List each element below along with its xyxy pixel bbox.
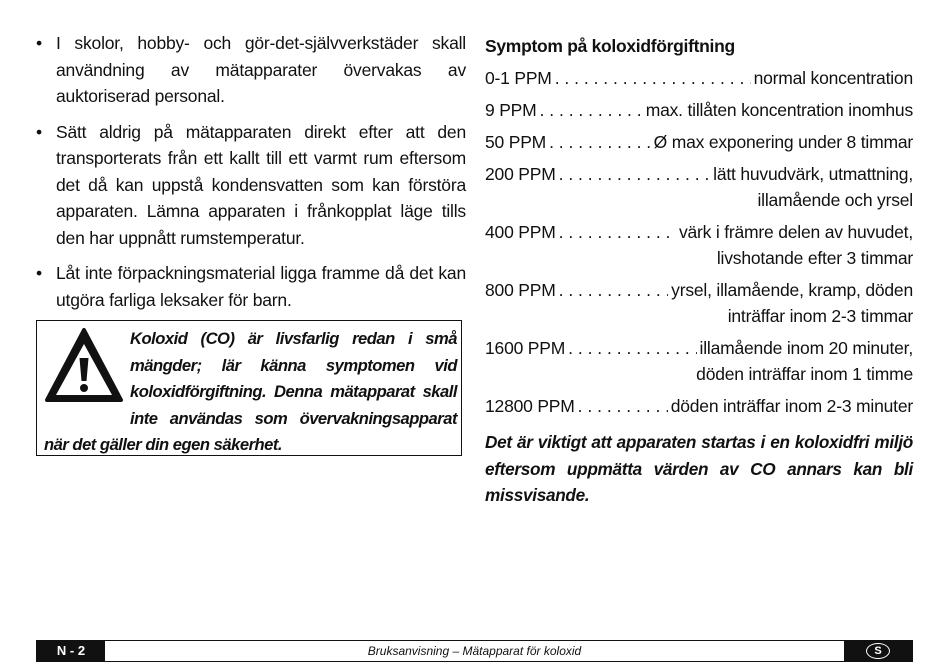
- left-column: [36, 30, 466, 322]
- ppm-level: 50 PPM: [485, 132, 547, 152]
- dot-leader: [578, 393, 668, 419]
- ppm-row: [485, 277, 913, 329]
- bullet-item: [36, 260, 466, 313]
- ppm-effect: max. tillåten koncentration inomhus: [645, 100, 913, 120]
- page-number: N - 2: [37, 641, 105, 661]
- bullet-item: [36, 119, 466, 252]
- ppm-effect: Ø max exponering under 8 timmar: [653, 132, 913, 152]
- bullet-dot: •: [36, 263, 42, 283]
- page-footer: [36, 640, 913, 662]
- ppm-row: [485, 65, 913, 91]
- ppm-level: 9 PPM: [485, 100, 537, 120]
- dot-leader: [555, 65, 751, 91]
- dot-leader: [559, 161, 711, 187]
- bullet-text: Sätt aldrig på mätapparaten direkt efter att den transporterats från ett kallt till ett varmt rum eftersom det då kan uppstå kondensvatten som kan förstöra apparaten. Lämna apparaten i frånkopplat läge tills den har uppnått rumstemperatur.: [56, 121, 466, 248]
- ppm-row: [485, 129, 913, 155]
- ppm-level: 0-1 PPM: [485, 68, 552, 88]
- dot-leader: [568, 335, 696, 361]
- language-tab: [844, 641, 912, 661]
- ppm-row: [485, 219, 913, 271]
- dot-leader: [559, 219, 676, 245]
- ppm-level: 200 PPM: [485, 164, 556, 184]
- ppm-level: 400 PPM: [485, 222, 556, 242]
- ppm-effect-continuation: livshotande efter 3 timmar: [716, 248, 913, 268]
- ppm-level: 800 PPM: [485, 280, 556, 300]
- bullet-text: I skolor, hobby- och gör-det-självverkstäder skall användning av mätapparater övervakas av auktoriserad personal.: [56, 33, 466, 106]
- symptoms-title: Symptom på koloxidförgiftning: [485, 36, 735, 56]
- ppm-effect-continuation: illamående och yrsel: [757, 190, 913, 210]
- ppm-row: [485, 335, 913, 387]
- footer-title: Bruksanvisning – Mätapparat för koloxid: [367, 644, 582, 658]
- ppm-row: [485, 161, 913, 213]
- right-column: [485, 30, 913, 509]
- warning-triangle-icon: [44, 326, 124, 404]
- bullet-item: [36, 30, 466, 110]
- ppm-effect-continuation: döden inträffar inom 1 timme: [696, 364, 913, 384]
- bullet-text: Låt inte förpackningsmaterial ligga framme då det kan utgöra farliga leksaker för barn.: [56, 263, 466, 310]
- ppm-effect: döden inträffar inom 2-3 minuter: [670, 396, 913, 416]
- ppm-effect: lätt huvudvärk, utmattning,: [713, 164, 913, 184]
- warning-box: [36, 320, 462, 456]
- dot-leader: [559, 277, 669, 303]
- ppm-effect: illamående inom 20 minuter,: [699, 338, 913, 358]
- startup-note: Det är viktigt att apparaten startas i en koloxidfri miljö eftersom uppmätta värden av CO annars kan bli missvisande.: [485, 432, 913, 505]
- ppm-level: 12800 PPM: [485, 396, 575, 416]
- ppm-level: 1600 PPM: [485, 338, 566, 358]
- ppm-row: [485, 393, 913, 419]
- ppm-effect-continuation: inträffar inom 2-3 timmar: [727, 306, 913, 326]
- ppm-row: [485, 97, 913, 123]
- dot-leader: [549, 129, 651, 155]
- language-badge: S: [866, 643, 890, 659]
- ppm-effect: yrsel, illamående, kramp, döden: [671, 280, 913, 300]
- ppm-effect: normal koncentration: [753, 68, 913, 88]
- dot-leader: [540, 97, 643, 123]
- bullet-dot: •: [36, 33, 42, 53]
- warning-text: Koloxid (CO) är livsfarlig redan i små mängder; lär känna symptomen vid koloxidförgiftning. Denna mätapparat skall inte användas som övervakningsapparat när det gäller din egen säkerhet.: [44, 329, 457, 454]
- ppm-effect: värk i främre delen av huvudet,: [678, 222, 913, 242]
- bullet-dot: •: [36, 121, 42, 142]
